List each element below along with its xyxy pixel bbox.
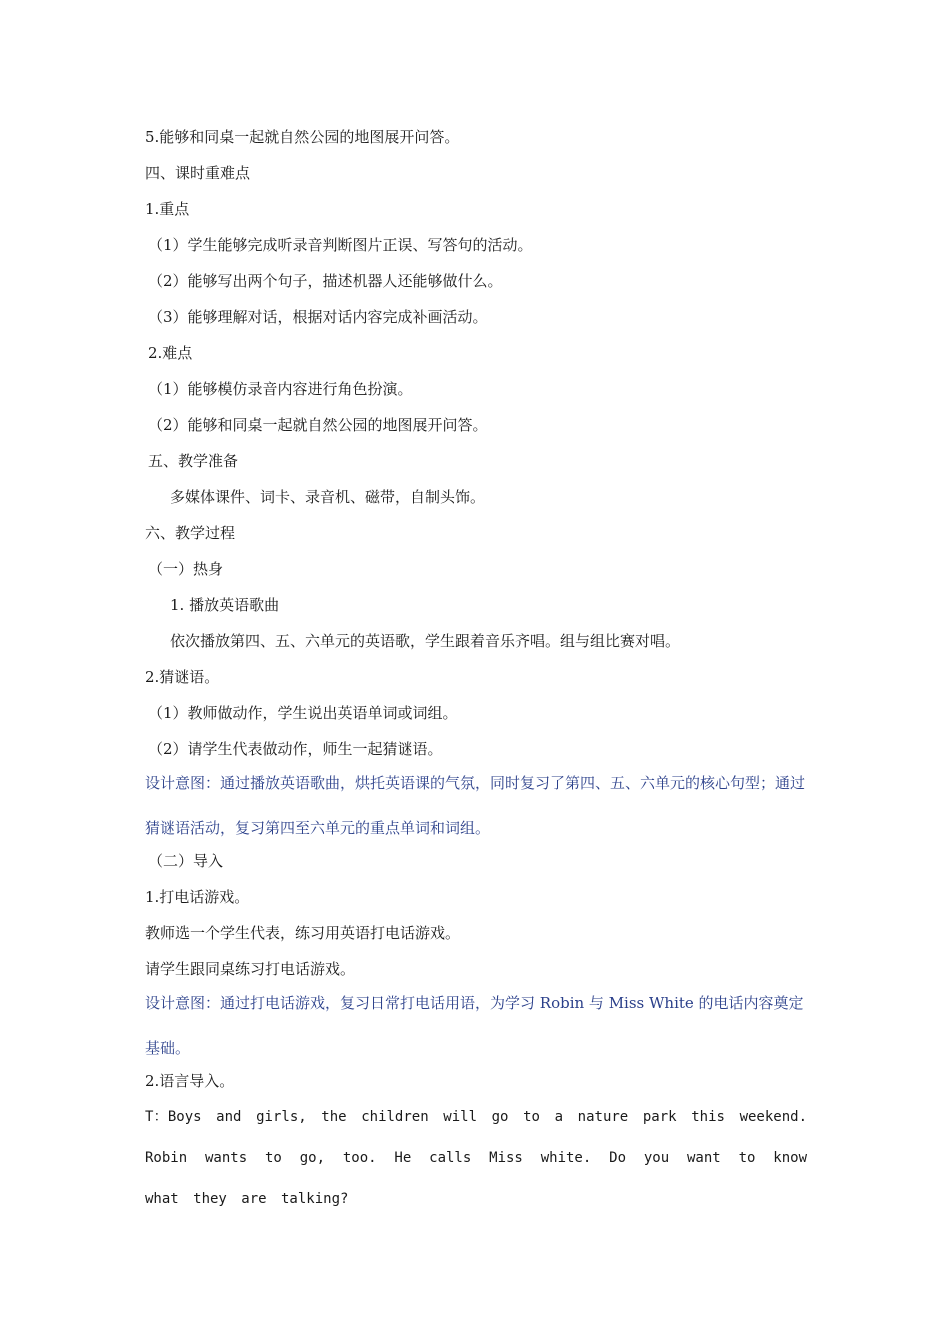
teacher-dialogue: T：Boys and girls, the children will go to a nature park this weekend. Robin wants to go, too. He calls Miss white. Do you want to know what they are talking?: [145, 1109, 807, 1207]
lead-in-step-2: 2.语言导入。: [145, 1072, 235, 1090]
section-heading-preparation: 五、教学准备: [148, 452, 239, 470]
subheading-lead-in: （二）导入: [148, 852, 224, 870]
design-intent-lead-in: 设计意图：通过打电话游戏，复习日常打电话用语，为学习 Robin 与 Miss White 的电话内容奠定基础。: [145, 994, 804, 1057]
key-point-3: （3）能够理解对话，根据对话内容完成补画活动。: [148, 308, 488, 326]
subheading-warm-up: （一）热身: [148, 560, 224, 578]
key-point-1: （1）学生能够完成听录音判断图片正误、写答句的活动。: [148, 236, 533, 254]
warm-up-step-2-item-1: （1）教师做动作，学生说出英语单词或词组。: [148, 704, 458, 722]
section-heading-key-points: 四、课时重难点: [145, 164, 251, 182]
key-point-2: （2）能够写出两个句子，描述机器人还能够做什么。: [148, 272, 503, 290]
design-intent-warm-up: 设计意图：通过播放英语歌曲，烘托英语课的气氛，同时复习了第四、五、六单元的核心句型；通过猜谜语活动，复习第四至六单元的重点单词和词组。: [145, 774, 806, 837]
section-heading-teaching-process: 六、教学过程: [145, 524, 236, 542]
lead-in-step-1-detail-2: 请学生跟同桌练习打电话游戏。: [145, 960, 356, 978]
subheading-key-points: 1.重点: [145, 200, 190, 218]
warm-up-step-1: 1. 播放英语歌曲: [170, 596, 280, 614]
warm-up-step-2-item-2: （2）请学生代表做动作，师生一起猜谜语。: [148, 740, 443, 758]
objective-5: 5.能够和同桌一起就自然公园的地图展开问答。: [145, 128, 460, 146]
warm-up-step-1-detail: 依次播放第四、五、六单元的英语歌，学生跟着音乐齐唱。组与组比赛对唱。: [170, 632, 681, 650]
lead-in-step-1-detail-1: 教师选一个学生代表，练习用英语打电话游戏。: [145, 924, 461, 942]
lead-in-step-1: 1.打电话游戏。: [145, 888, 250, 906]
difficult-point-2: （2）能够和同桌一起就自然公园的地图展开问答。: [148, 416, 488, 434]
difficult-point-1: （1）能够模仿录音内容进行角色扮演。: [148, 380, 413, 398]
preparation-materials: 多媒体课件、词卡、录音机、磁带，自制头饰。: [170, 488, 486, 506]
warm-up-step-2: 2.猜谜语。: [145, 668, 220, 686]
subheading-difficult-points: 2.难点: [148, 344, 193, 362]
